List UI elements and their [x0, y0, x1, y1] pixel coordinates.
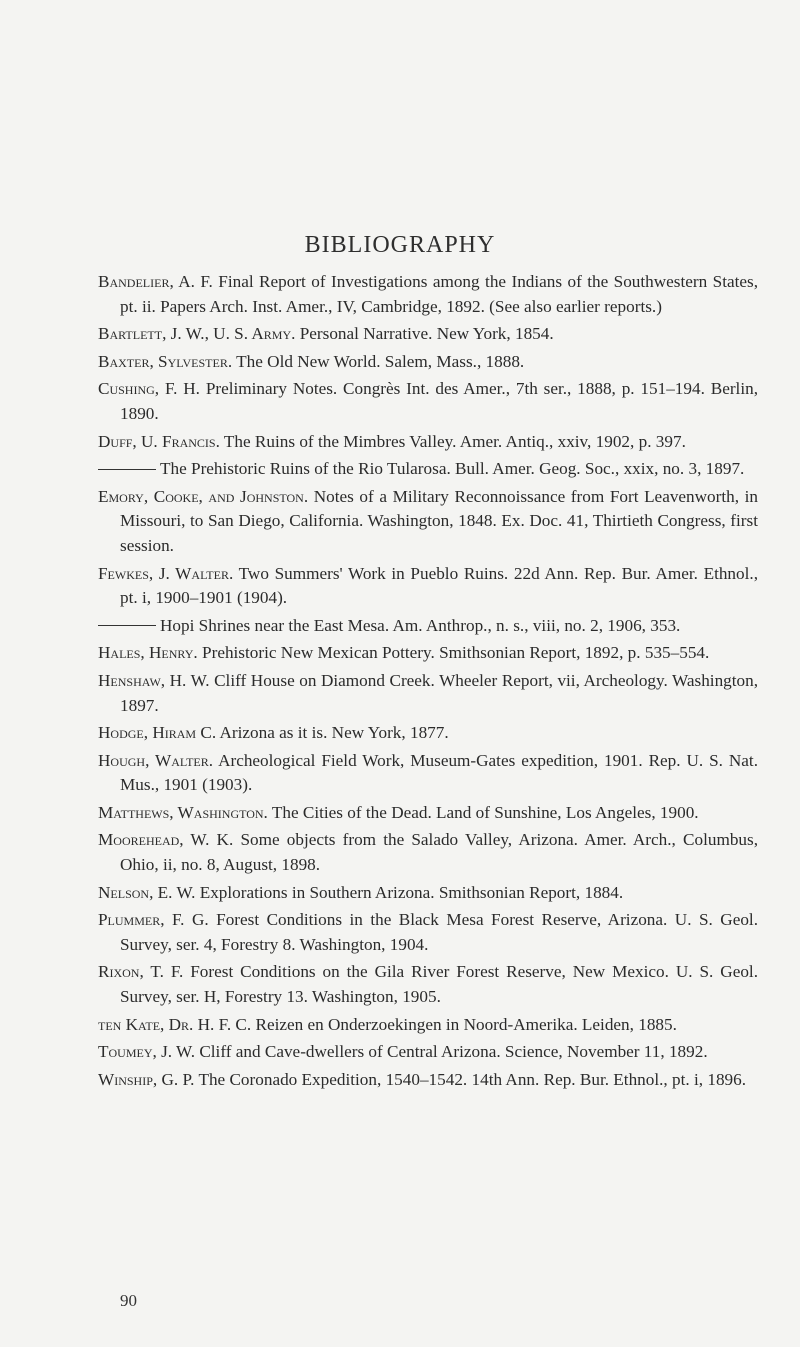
entry-author: Bartlett, J. W., U. S. Army. — [98, 324, 296, 344]
entry-author: Baxter, Sylvester. — [98, 351, 233, 371]
entry-author: Plummer, F. G. — [98, 910, 209, 930]
entry-author: Nelson, E. W. — [98, 882, 196, 902]
entry-text: Hopi Shrines near the East Mesa. Am. Anthrop., n. s., viii, no. 2, 1906, 353. — [160, 615, 681, 635]
entry-text: Some objects from the Salado Valley, Arizona. Amer. Arch., Columbus, Ohio, ii, no. 8, August, 1898. — [120, 830, 758, 875]
bibliography-entry — [98, 801, 758, 826]
entry-author: Duff, U. Francis. — [98, 431, 220, 451]
entry-author: Rixon, T. F. — [98, 962, 184, 982]
entry-author: Bandelier, A. F. — [98, 272, 213, 291]
entry-text: Personal Narrative. New York, 1854. — [299, 324, 554, 344]
entry-text: Archeological Field Work, Museum-Gates expedition, 1901. Rep. U. S. Nat. Mus., 1901 (1903). — [120, 750, 759, 795]
bibliography-entry — [98, 1013, 758, 1038]
bibliography-entry — [98, 828, 758, 877]
entry-text: Final Report of Investigations among the Indians of the Southwestern States, pt. ii. Papers Arch. Inst. Amer., IV, Cambridge, 1892. (See also earlier reports.) — [120, 272, 758, 316]
entry-text: The Old New World. Salem, Mass., 1888. — [236, 351, 525, 371]
page-number: 90 — [120, 1291, 137, 1310]
entry-author: Hough, Walter. — [98, 750, 214, 770]
entry-text: Two Summers' Work in Pueblo Ruins. 22d Ann. Rep. Bur. Amer. Ethnol., pt. i, 1900–1901 (1904). — [120, 563, 758, 608]
entry-text: Forest Conditions on the Gila River Forest Reserve, New Mexico. U. S. Geol. Survey, ser. H, Forestry 13. Washington, 1905. — [120, 962, 758, 1007]
entry-text: Prehistoric New Mexican Pottery. Smithsonian Report, 1892, p. 535–554. — [202, 643, 710, 663]
bibliography-entry — [98, 908, 758, 957]
entry-author: Fewkes, J. Walter. — [98, 563, 234, 583]
entry-author: Toumey, J. W. — [98, 1042, 196, 1062]
bibliography-entry — [98, 270, 758, 319]
bibliography-entry — [98, 881, 758, 906]
bibliography-entry — [98, 350, 758, 375]
entry-text: The Ruins of the Mimbres Valley. Amer. Antiq., xxiv, 1902, p. 397. — [223, 431, 686, 451]
entry-author: Cushing, F. H. — [98, 379, 200, 399]
entry-author: ten Kate, Dr. H. F. C. — [98, 1014, 252, 1034]
bibliography-entry — [98, 721, 758, 746]
entry-text: Arizona as it is. New York, 1877. — [219, 723, 449, 743]
ditto-dash — [98, 625, 156, 626]
bibliography-entry — [98, 322, 758, 347]
entry-author: Winship, G. P. — [98, 1069, 195, 1089]
entry-author: Moorehead, W. K. — [98, 830, 234, 850]
bibliography-entry — [98, 430, 758, 455]
bibliography-entry — [98, 485, 758, 559]
entry-text: The Cities of the Dead. Land of Sunshine, Los Angeles, 1900. — [271, 802, 699, 822]
entry-author: Henshaw, H. W. — [98, 670, 210, 690]
bibliography-entry — [98, 1068, 758, 1093]
entry-text: The Prehistoric Ruins of the Rio Tularosa. Bull. Amer. Geog. Soc., xxix, no. 3, 1897. — [160, 459, 745, 479]
bibliography-entry — [98, 457, 758, 482]
bibliography-list — [98, 270, 758, 1095]
bibliography-entry — [98, 1040, 758, 1065]
entry-author: Hodge, Hiram C. — [98, 723, 217, 743]
entry-text: The Coronado Expedition, 1540–1542. 14th Ann. Rep. Bur. Ethnol., pt. i, 1896. — [198, 1069, 747, 1089]
entry-text: Forest Conditions in the Black Mesa Forest Reserve, Arizona. U. S. Geol. Survey, ser. 4, Forestry 8. Washington, 1904. — [120, 910, 759, 954]
entry-text: Cliff House on Diamond Creek. Wheeler Report, vii, Archeology. Washington, 1897. — [120, 670, 759, 715]
entry-author: Emory, Cooke, and Johnston. — [98, 486, 309, 506]
bibliography-entry — [98, 377, 758, 426]
page-title: BIBLIOGRAPHY — [304, 232, 496, 258]
entry-author: Matthews, Washington. — [98, 802, 268, 822]
ditto-dash — [98, 469, 156, 470]
bibliography-entry — [98, 641, 758, 666]
entry-text: Explorations in Southern Arizona. Smithsonian Report, 1884. — [199, 882, 624, 902]
entry-text: Preliminary Notes. Congrès Int. des Amer., 7th ser., 1888, p. 151–194. Berlin, 1890. — [120, 379, 758, 423]
entry-author: Hales, Henry. — [98, 643, 198, 663]
entry-text: Cliff and Cave-dwellers of Central Arizona. Science, November 11, 1892. — [199, 1042, 708, 1062]
entry-text: Reizen en Onderzoekingen in Noord-Amerika. Leiden, 1885. — [255, 1014, 677, 1034]
bibliography-entry — [98, 749, 758, 798]
bibliography-entry — [98, 960, 758, 1009]
bibliography-entry — [98, 614, 758, 639]
bibliography-entry — [98, 562, 758, 611]
entry-text: Notes of a Military Reconnoissance from Fort Leavenworth, in Missouri, to San Diego, California. Washington, 1848. Ex. Doc. 41, Thirtieth Congress, first session. — [120, 486, 758, 555]
bibliography-entry — [98, 669, 758, 718]
